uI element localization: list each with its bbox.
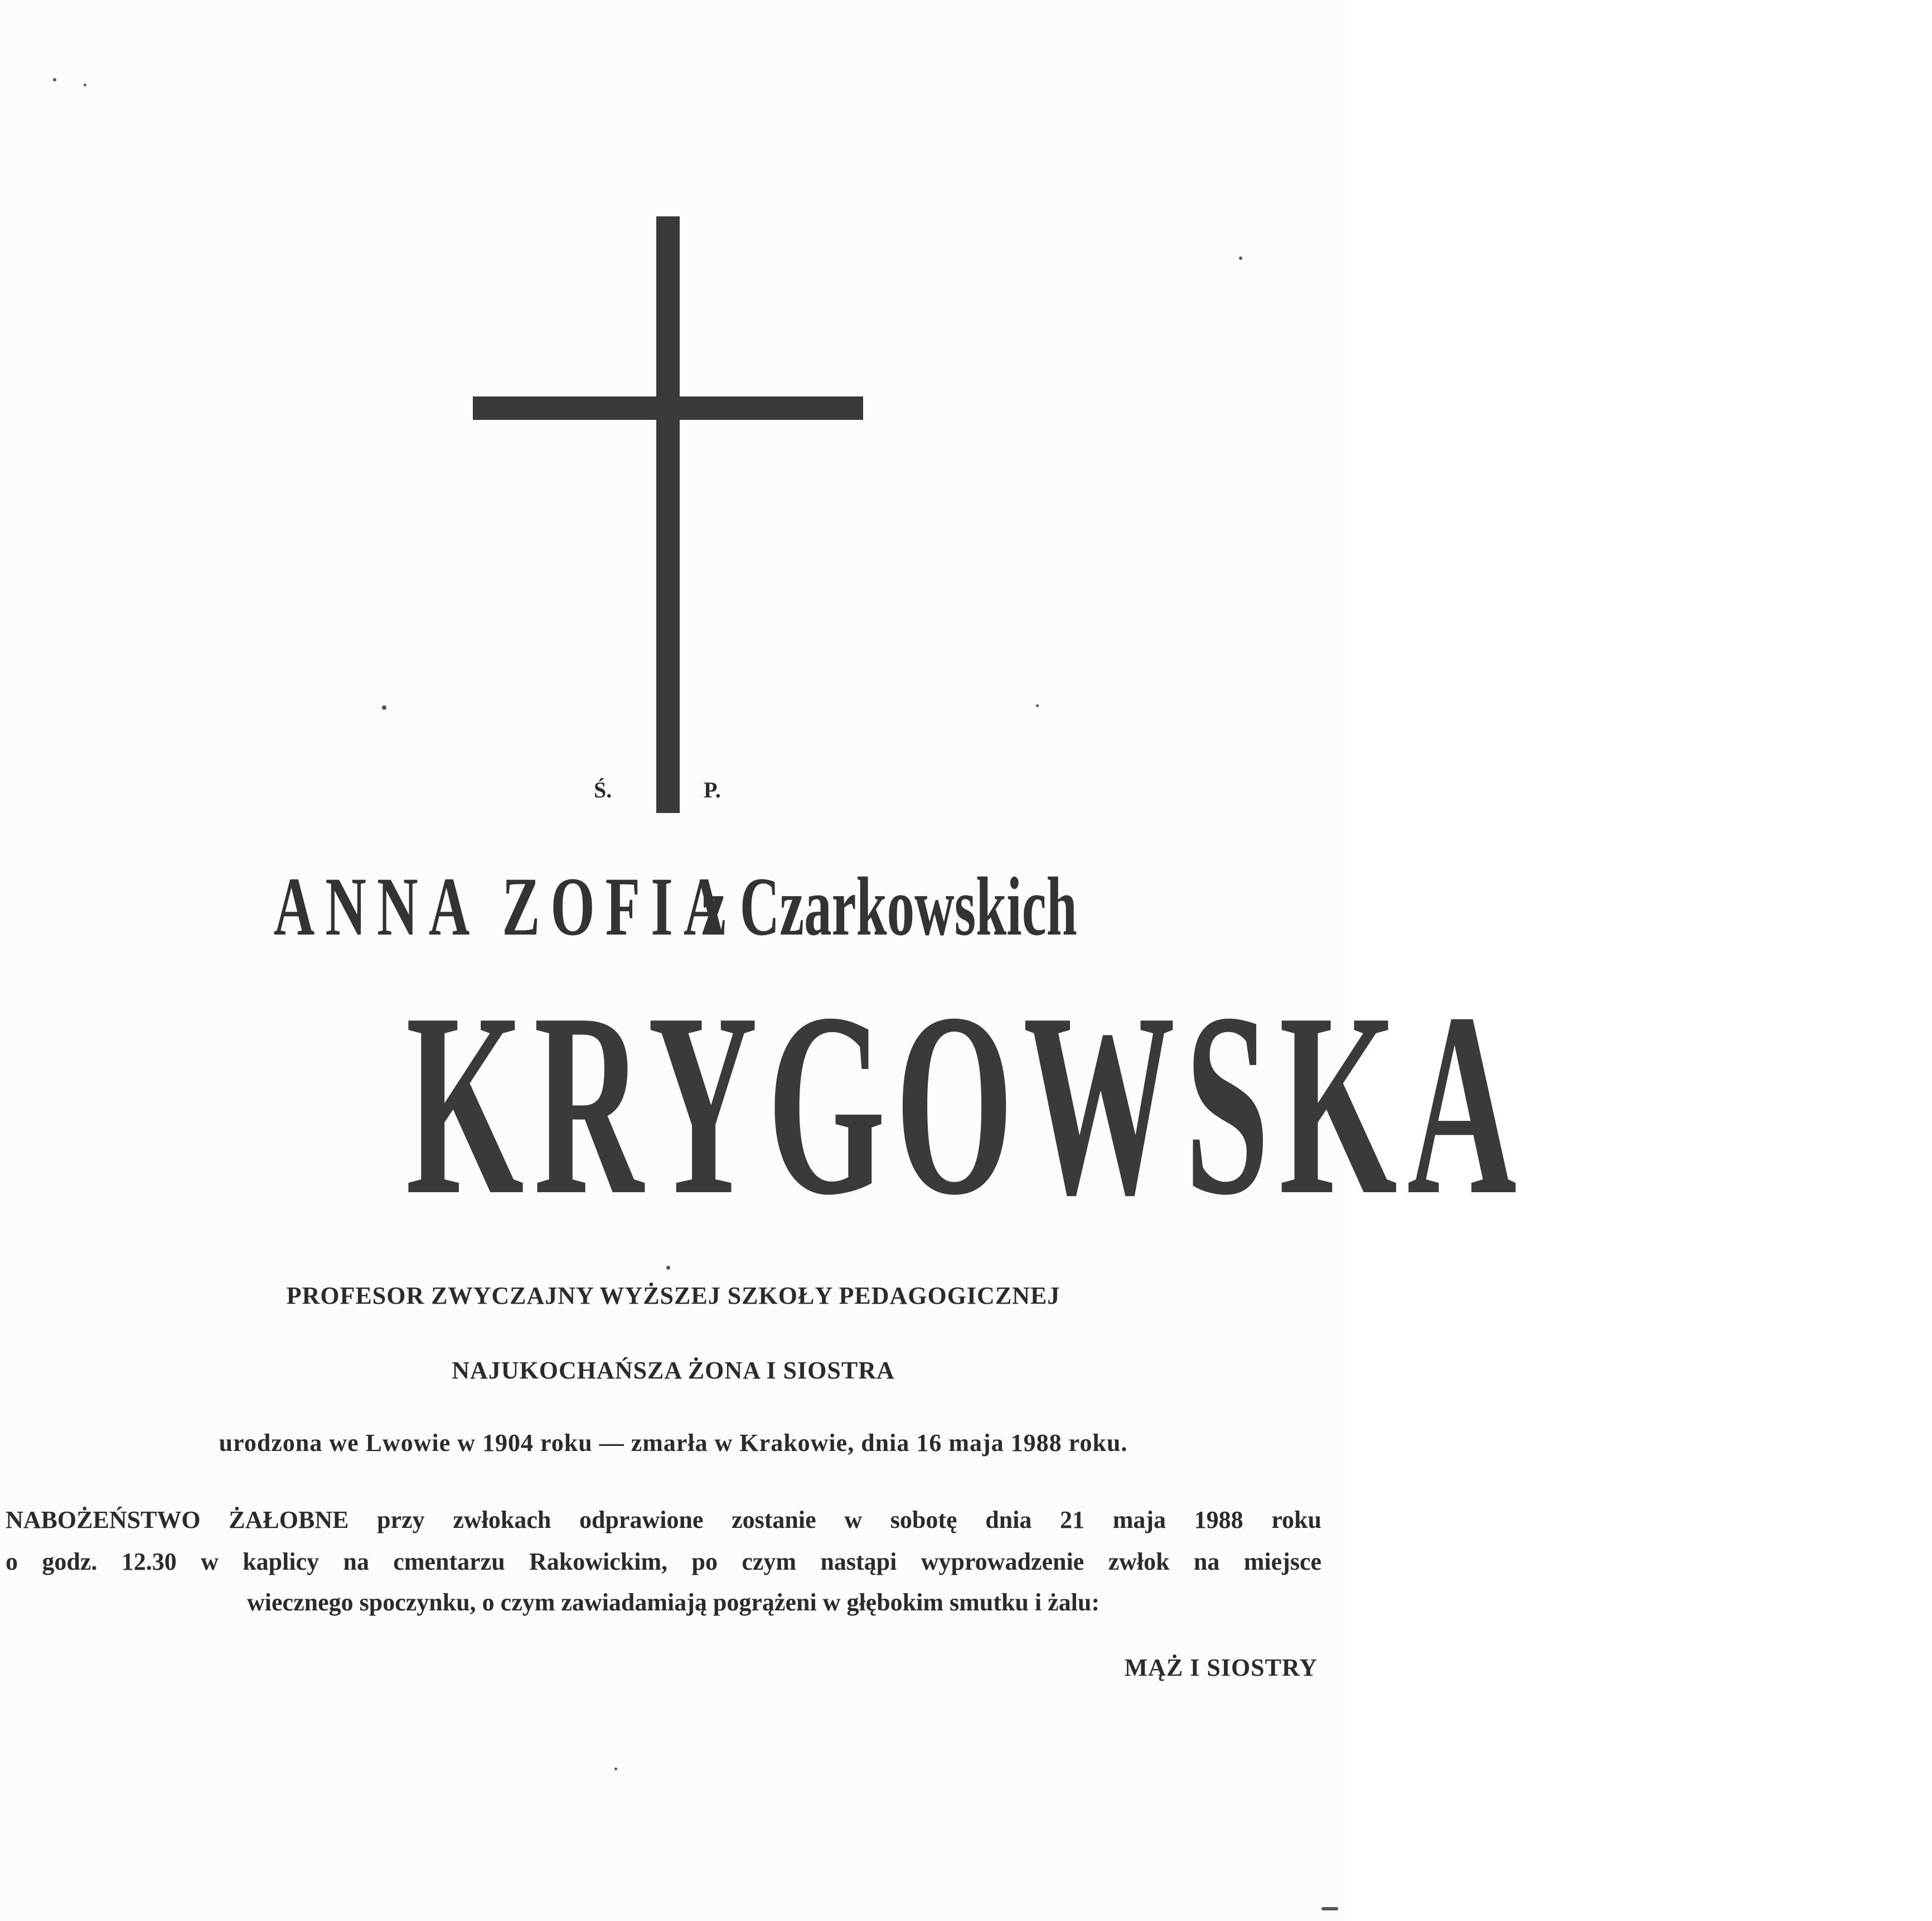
print-speck <box>1321 1907 1338 1910</box>
service-line-1: NABOŻEŃSTWO ŻAŁOBNE przy zwłokach odprawione zostanie w sobotę dnia 21 maja 1988 roku <box>6 1506 1321 1533</box>
initial-swietej: Ś. <box>594 777 612 802</box>
initial-pamieci: P. <box>704 777 721 802</box>
print-speck <box>614 1768 617 1770</box>
cross-vertical-beam <box>656 216 680 813</box>
cross-horizontal-beam <box>473 396 863 420</box>
birth-death-dates: urodzona we Lwowie w 1904 roku — zmarła w Krakowie, dnia 16 maja 1988 roku. <box>219 1429 1128 1457</box>
print-speck <box>1036 704 1039 707</box>
print-speck <box>84 84 86 86</box>
print-speck <box>382 705 386 710</box>
print-speck <box>53 78 56 81</box>
signature: MĄŻ I SIOSTRY <box>1124 1654 1318 1681</box>
print-speck <box>1239 257 1242 260</box>
first-names: ANNA ZOFIA <box>273 860 735 953</box>
surname-text: KRYGOWSKA <box>405 959 1527 1249</box>
surname <box>0 959 1527 1249</box>
family-relation: NAJUKOCHAŃSZA ŻONA I SIOSTRA <box>452 1357 895 1384</box>
academic-title: PROFESOR ZWYCZAJNY WYŻSZEJ SZKOŁY PEDAGOGICZNEJ <box>286 1282 1061 1309</box>
name-line <box>167 859 1160 965</box>
print-speck <box>666 1266 670 1270</box>
service-line-2: o godz. 12.30 w kaplicy na cmentarzu Rakowickim, po czym nastąpi wyprowadzenie zwłok na miejsce <box>6 1548 1321 1575</box>
service-line-3: wiecznego spoczynku, o czym zawiadamiają pogrążeni w głębokim smutku i żalu: <box>247 1589 1100 1616</box>
maiden-name: z Czarkowskich <box>701 860 1078 953</box>
